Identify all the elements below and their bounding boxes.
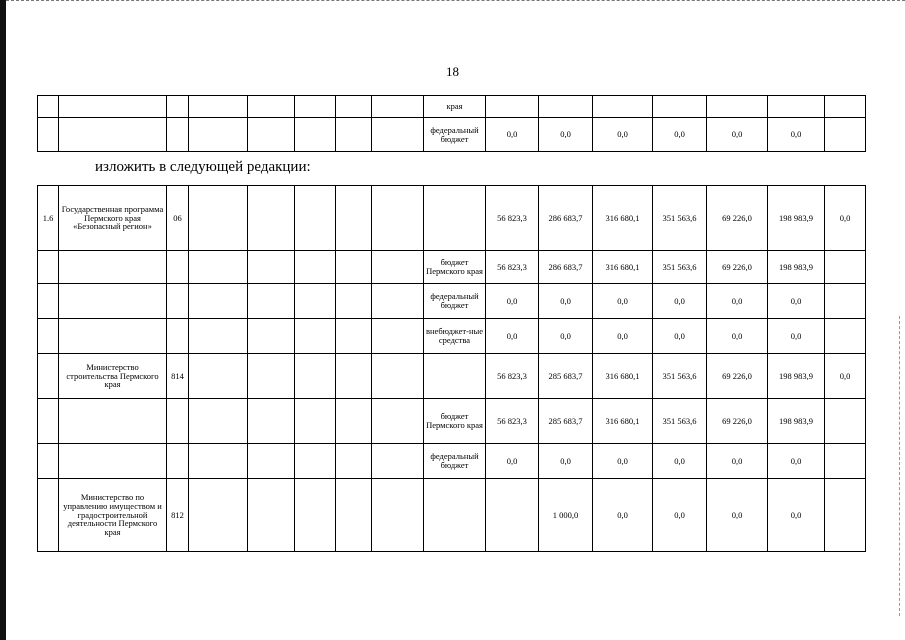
amendment-heading: изложить в следующей редакции:: [95, 159, 311, 175]
cell-amount: 0,0: [593, 319, 653, 354]
cell-empty: [336, 284, 372, 319]
top-continuation-table: [37, 95, 866, 152]
cell-empty: [248, 354, 295, 399]
cell-amount: 198 983,9: [768, 399, 825, 444]
cell-code: [167, 118, 189, 152]
cell-amount: 0,0: [707, 444, 768, 479]
cell-number: [38, 354, 59, 399]
cell-amount: [768, 96, 825, 118]
program-funding-table: [37, 185, 866, 552]
cell-code: [167, 284, 189, 319]
cell-amount: 198 983,9: [768, 354, 825, 399]
table-row: [38, 186, 866, 251]
cell-empty: [189, 354, 248, 399]
cell-amount: 56 823,3: [486, 186, 539, 251]
cell-amount: 316 680,1: [593, 399, 653, 444]
cell-empty: [295, 118, 336, 152]
cell-amount: 0,0: [825, 354, 866, 399]
cell-empty: [295, 354, 336, 399]
cell-amount: 0,0: [539, 284, 593, 319]
cell-empty: [372, 319, 424, 354]
cell-amount: 0,0: [653, 319, 707, 354]
cell-amount: [486, 96, 539, 118]
cell-empty: [295, 251, 336, 284]
cell-empty: [189, 284, 248, 319]
cell-funding-source: [424, 186, 486, 251]
cell-amount: 56 823,3: [486, 251, 539, 284]
cell-amount: 316 680,1: [593, 186, 653, 251]
cell-empty: [372, 354, 424, 399]
cell-funding-source: федеральный бюджет: [424, 444, 486, 479]
cell-amount: 0,0: [593, 444, 653, 479]
table-row: [38, 399, 866, 444]
page-number: 18: [446, 64, 459, 79]
cell-number: [38, 319, 59, 354]
cell-amount: 0,0: [768, 284, 825, 319]
cell-name: Министерство строительства Пермского края: [59, 354, 167, 399]
cell-funding-source: бюджет Пермского края: [424, 399, 486, 444]
cell-funding-source: бюджет Пермского края: [424, 251, 486, 284]
cell-amount: [825, 118, 866, 152]
cell-funding-source: внебюджет-ные средства: [424, 319, 486, 354]
cell-amount: 351 563,6: [653, 399, 707, 444]
cell-code: [167, 444, 189, 479]
cell-amount: 198 983,9: [768, 251, 825, 284]
cell-amount: 69 226,0: [707, 251, 768, 284]
cell-empty: [248, 284, 295, 319]
cell-empty: [336, 399, 372, 444]
cell-empty: [372, 444, 424, 479]
cell-empty: [248, 399, 295, 444]
cell-code: [167, 319, 189, 354]
cell-amount: [825, 251, 866, 284]
cell-empty: [189, 186, 248, 251]
table-row: [38, 479, 866, 552]
cell-empty: [372, 186, 424, 251]
cell-amount: [539, 96, 593, 118]
cell-empty: [189, 319, 248, 354]
cell-number: 1.6: [38, 186, 59, 251]
cell-code: 812: [167, 479, 189, 552]
cell-funding-source: [424, 354, 486, 399]
cell-amount: 316 680,1: [593, 354, 653, 399]
cell-empty: [336, 319, 372, 354]
cell-amount: [486, 479, 539, 552]
cell-empty: [372, 399, 424, 444]
cell-amount: 0,0: [768, 118, 825, 152]
cell-amount: 351 563,6: [653, 354, 707, 399]
cell-amount: 0,0: [768, 319, 825, 354]
cell-amount: 285 683,7: [539, 354, 593, 399]
cell-amount: 286 683,7: [539, 251, 593, 284]
cell-amount: [593, 96, 653, 118]
table-row: [38, 444, 866, 479]
cell-name: [59, 251, 167, 284]
cell-amount: 316 680,1: [593, 251, 653, 284]
cell-empty: [248, 251, 295, 284]
cell-empty: [295, 479, 336, 552]
cell-name: [59, 444, 167, 479]
cell-empty: [189, 96, 248, 118]
cell-empty: [248, 96, 295, 118]
cell-amount: 69 226,0: [707, 399, 768, 444]
cell-amount: 351 563,6: [653, 186, 707, 251]
cell-amount: 56 823,3: [486, 399, 539, 444]
cell-amount: [825, 479, 866, 552]
table-row: [38, 354, 866, 399]
cell-amount: 0,0: [539, 118, 593, 152]
cell-empty: [189, 444, 248, 479]
cell-funding-source: федеральный бюджет: [424, 118, 486, 152]
cell-empty: [336, 186, 372, 251]
cell-funding-source: края: [424, 96, 486, 118]
cell-amount: 0,0: [486, 444, 539, 479]
cell-amount: 69 226,0: [707, 186, 768, 251]
table-row: [38, 96, 866, 118]
cell-empty: [295, 444, 336, 479]
cell-amount: 0,0: [707, 118, 768, 152]
cell-amount: 285 683,7: [539, 399, 593, 444]
cell-number: [38, 96, 59, 118]
cell-funding-source: [424, 479, 486, 552]
table-row: [38, 251, 866, 284]
cell-amount: 0,0: [825, 186, 866, 251]
cell-code: [167, 251, 189, 284]
cell-amount: 0,0: [539, 319, 593, 354]
cell-name: [59, 399, 167, 444]
cell-amount: 0,0: [707, 284, 768, 319]
cell-empty: [372, 96, 424, 118]
cell-empty: [248, 319, 295, 354]
cell-name: Министерство по управлению имуществом и градостроительной деятельности Пермского края: [59, 479, 167, 552]
cell-name: [59, 118, 167, 152]
cell-amount: 0,0: [593, 479, 653, 552]
cell-name: [59, 96, 167, 118]
cell-number: [38, 118, 59, 152]
cell-amount: 0,0: [707, 319, 768, 354]
cell-empty: [336, 251, 372, 284]
cell-name: [59, 319, 167, 354]
cell-amount: 0,0: [768, 479, 825, 552]
cell-amount: 0,0: [539, 444, 593, 479]
cell-amount: 0,0: [653, 284, 707, 319]
cell-amount: 0,0: [486, 319, 539, 354]
scan-artifact: [899, 316, 901, 616]
cell-empty: [336, 479, 372, 552]
cell-empty: [372, 251, 424, 284]
cell-amount: 198 983,9: [768, 186, 825, 251]
cell-amount: [653, 96, 707, 118]
cell-empty: [295, 284, 336, 319]
cell-empty: [336, 444, 372, 479]
cell-amount: 69 226,0: [707, 354, 768, 399]
cell-amount: [825, 96, 866, 118]
cell-number: [38, 479, 59, 552]
cell-empty: [295, 319, 336, 354]
cell-empty: [336, 118, 372, 152]
cell-amount: [825, 284, 866, 319]
cell-empty: [248, 186, 295, 251]
cell-amount: 0,0: [653, 444, 707, 479]
table-row: [38, 118, 866, 152]
cell-empty: [248, 479, 295, 552]
cell-amount: 0,0: [768, 444, 825, 479]
table-row: [38, 319, 866, 354]
cell-name: [59, 284, 167, 319]
cell-number: [38, 284, 59, 319]
cell-empty: [336, 354, 372, 399]
cell-code: 814: [167, 354, 189, 399]
cell-amount: 0,0: [707, 479, 768, 552]
cell-code: [167, 399, 189, 444]
cell-amount: 0,0: [653, 479, 707, 552]
cell-amount: 286 683,7: [539, 186, 593, 251]
cell-empty: [189, 399, 248, 444]
cell-amount: 351 563,6: [653, 251, 707, 284]
cell-amount: [825, 399, 866, 444]
scan-top-line: [6, 0, 905, 3]
cell-empty: [248, 118, 295, 152]
cell-empty: [295, 96, 336, 118]
cell-empty: [248, 444, 295, 479]
cell-empty: [372, 284, 424, 319]
cell-empty: [189, 251, 248, 284]
cell-number: [38, 251, 59, 284]
cell-amount: 0,0: [486, 118, 539, 152]
scan-edge: [0, 0, 6, 640]
cell-amount: 56 823,3: [486, 354, 539, 399]
cell-amount: [825, 444, 866, 479]
cell-amount: [707, 96, 768, 118]
cell-amount: 0,0: [653, 118, 707, 152]
cell-empty: [189, 479, 248, 552]
cell-empty: [295, 399, 336, 444]
cell-empty: [189, 118, 248, 152]
cell-empty: [295, 186, 336, 251]
cell-name: Государственная программа Пермского края «Безопасный регион»: [59, 186, 167, 251]
cell-empty: [336, 96, 372, 118]
cell-amount: 0,0: [593, 284, 653, 319]
cell-code: 06: [167, 186, 189, 251]
cell-number: [38, 444, 59, 479]
cell-funding-source: федеральный бюджет: [424, 284, 486, 319]
cell-empty: [372, 118, 424, 152]
cell-amount: 0,0: [593, 118, 653, 152]
cell-amount: [825, 319, 866, 354]
table-row: [38, 284, 866, 319]
cell-code: [167, 96, 189, 118]
cell-empty: [372, 479, 424, 552]
cell-amount: 1 000,0: [539, 479, 593, 552]
cell-number: [38, 399, 59, 444]
cell-amount: 0,0: [486, 284, 539, 319]
